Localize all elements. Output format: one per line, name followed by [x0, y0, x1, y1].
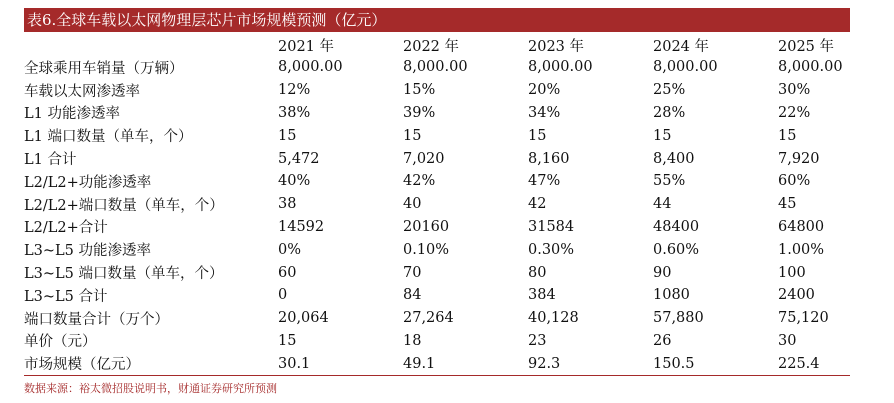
table-row [24, 261, 850, 284]
table-cell: 2400 [778, 287, 815, 304]
table-cell: 7,920 [778, 150, 820, 167]
table-cell: 23 [528, 332, 547, 349]
table-cell: 40,128 [528, 310, 579, 327]
table-title: 表6.全球车载以太网物理层芯片市场规模预测（亿元） [24, 8, 850, 32]
table-cell: 15% [403, 82, 436, 99]
table-cell: 22% [778, 104, 811, 121]
table-cell: 26 [653, 332, 672, 349]
row-label: 车载以太网渗透率 [24, 83, 140, 100]
table-cell: 1080 [653, 287, 690, 304]
table-cell: 49.1 [403, 352, 528, 375]
table-cell: 48400 [653, 218, 700, 235]
table-cell: 30 [778, 332, 797, 349]
table-cell: 31584 [528, 218, 575, 235]
table-row [24, 102, 850, 125]
table-cell: 39% [403, 104, 436, 121]
table-cell: 80 [528, 264, 547, 281]
table-cell: 0.10% [403, 241, 450, 258]
table-cell: 40% [278, 173, 311, 190]
table-cell: 0.60% [653, 241, 700, 258]
table-cell: 15 [278, 127, 297, 144]
table-row [24, 124, 850, 147]
table-cell: 0% [278, 241, 302, 258]
table-row [24, 193, 850, 216]
table-cell: 8,000.00 [778, 59, 843, 76]
table-cell: 225.4 [778, 352, 850, 375]
table-cell: 27,264 [403, 310, 454, 327]
table-row [24, 284, 850, 307]
table-cell: 0.30% [528, 241, 575, 258]
row-label: 全球乘用车销量（万辆） [24, 60, 184, 77]
table-cell: 150.5 [653, 352, 778, 375]
row-label: L2/L2+端口数量（单车，个） [24, 197, 224, 214]
header-cell: 2023 年 [528, 38, 585, 55]
header-cell: 2024 年 [653, 38, 710, 55]
table-cell: 5,472 [278, 150, 320, 167]
table-cell: 100 [778, 264, 806, 281]
row-label: L2/L2+合计 [24, 220, 108, 237]
table-cell: 92.3 [528, 352, 653, 375]
table-cell: 8,400 [653, 150, 695, 167]
row-label: L1 端口数量（单车，个） [24, 129, 193, 146]
table-cell: 40 [403, 196, 422, 213]
table-cell: 1.00% [778, 241, 825, 258]
table-cell: 15 [403, 127, 422, 144]
table-cell: 42 [528, 196, 547, 213]
table-cell: 70 [403, 264, 422, 281]
table-cell: 20% [528, 82, 561, 99]
row-label: L3~L5 端口数量（单车，个） [24, 266, 224, 283]
table-cell: 47% [528, 173, 561, 190]
table-row [24, 79, 850, 102]
table-cell: 28% [653, 104, 686, 121]
table-cell: 8,000.00 [403, 59, 468, 76]
table-cell: 15 [653, 127, 672, 144]
table-cell: 30% [778, 82, 811, 99]
table-row [24, 216, 850, 239]
table-row [24, 307, 850, 330]
table-cell: 60% [778, 173, 811, 190]
table-cell: 30.1 [278, 352, 403, 375]
table-cell: 45 [778, 196, 797, 213]
row-label: 端口数量合计（万个） [24, 311, 169, 328]
row-label: L2/L2+功能渗透率 [24, 174, 152, 191]
table-cell: 25% [653, 82, 686, 99]
table-cell: 0 [278, 287, 288, 304]
header-cell [24, 34, 278, 56]
row-label: 单价（元） [24, 334, 97, 351]
table-cell: 14592 [278, 218, 325, 235]
table-cell: 64800 [778, 218, 825, 235]
table-cell: 8,000.00 [653, 59, 718, 76]
table-cell: 34% [528, 104, 561, 121]
row-label: L3~L5 合计 [24, 288, 108, 305]
table-cell: 15 [278, 332, 297, 349]
table-cell: 55% [653, 173, 686, 190]
table-row [24, 56, 850, 79]
row-label: 市场规模（亿元） [24, 352, 278, 375]
table-cell: 18 [403, 332, 422, 349]
source-note: 数据来源：裕太微招股说明书，财通证券研究所预测 [24, 382, 277, 395]
table-row [24, 352, 850, 375]
table-cell: 57,880 [653, 310, 704, 327]
table-cell: 44 [653, 196, 672, 213]
table-cell: 20,064 [278, 310, 329, 327]
row-label: L1 功能渗透率 [24, 106, 120, 123]
table-cell: 38% [278, 104, 311, 121]
table-cell: 20160 [403, 218, 450, 235]
table-cell: 7,020 [403, 150, 445, 167]
table-cell: 84 [403, 287, 422, 304]
table-cell: 42% [403, 173, 436, 190]
table-row [24, 238, 850, 261]
table-row [24, 170, 850, 193]
table-cell: 384 [528, 287, 556, 304]
table-cell: 15 [528, 127, 547, 144]
table-cell: 90 [653, 264, 672, 281]
header-row [24, 34, 850, 56]
table-cell: 12% [278, 82, 311, 99]
table-cell: 75,120 [778, 310, 829, 327]
header-cell: 2025 年 [778, 38, 835, 55]
table-cell: 8,000.00 [278, 59, 343, 76]
table-cell: 38 [278, 196, 297, 213]
table-cell: 8,000.00 [528, 59, 593, 76]
header-cell: 2021 年 [278, 38, 335, 55]
market-forecast-table [24, 34, 850, 376]
table-cell: 15 [778, 127, 797, 144]
row-label: L1 合计 [24, 152, 77, 169]
table-cell: 60 [278, 264, 297, 281]
row-label: L3~L5 功能渗透率 [24, 243, 151, 260]
table-cell: 8,160 [528, 150, 570, 167]
header-cell: 2022 年 [403, 38, 460, 55]
table-row [24, 147, 850, 170]
table-row [24, 330, 850, 353]
